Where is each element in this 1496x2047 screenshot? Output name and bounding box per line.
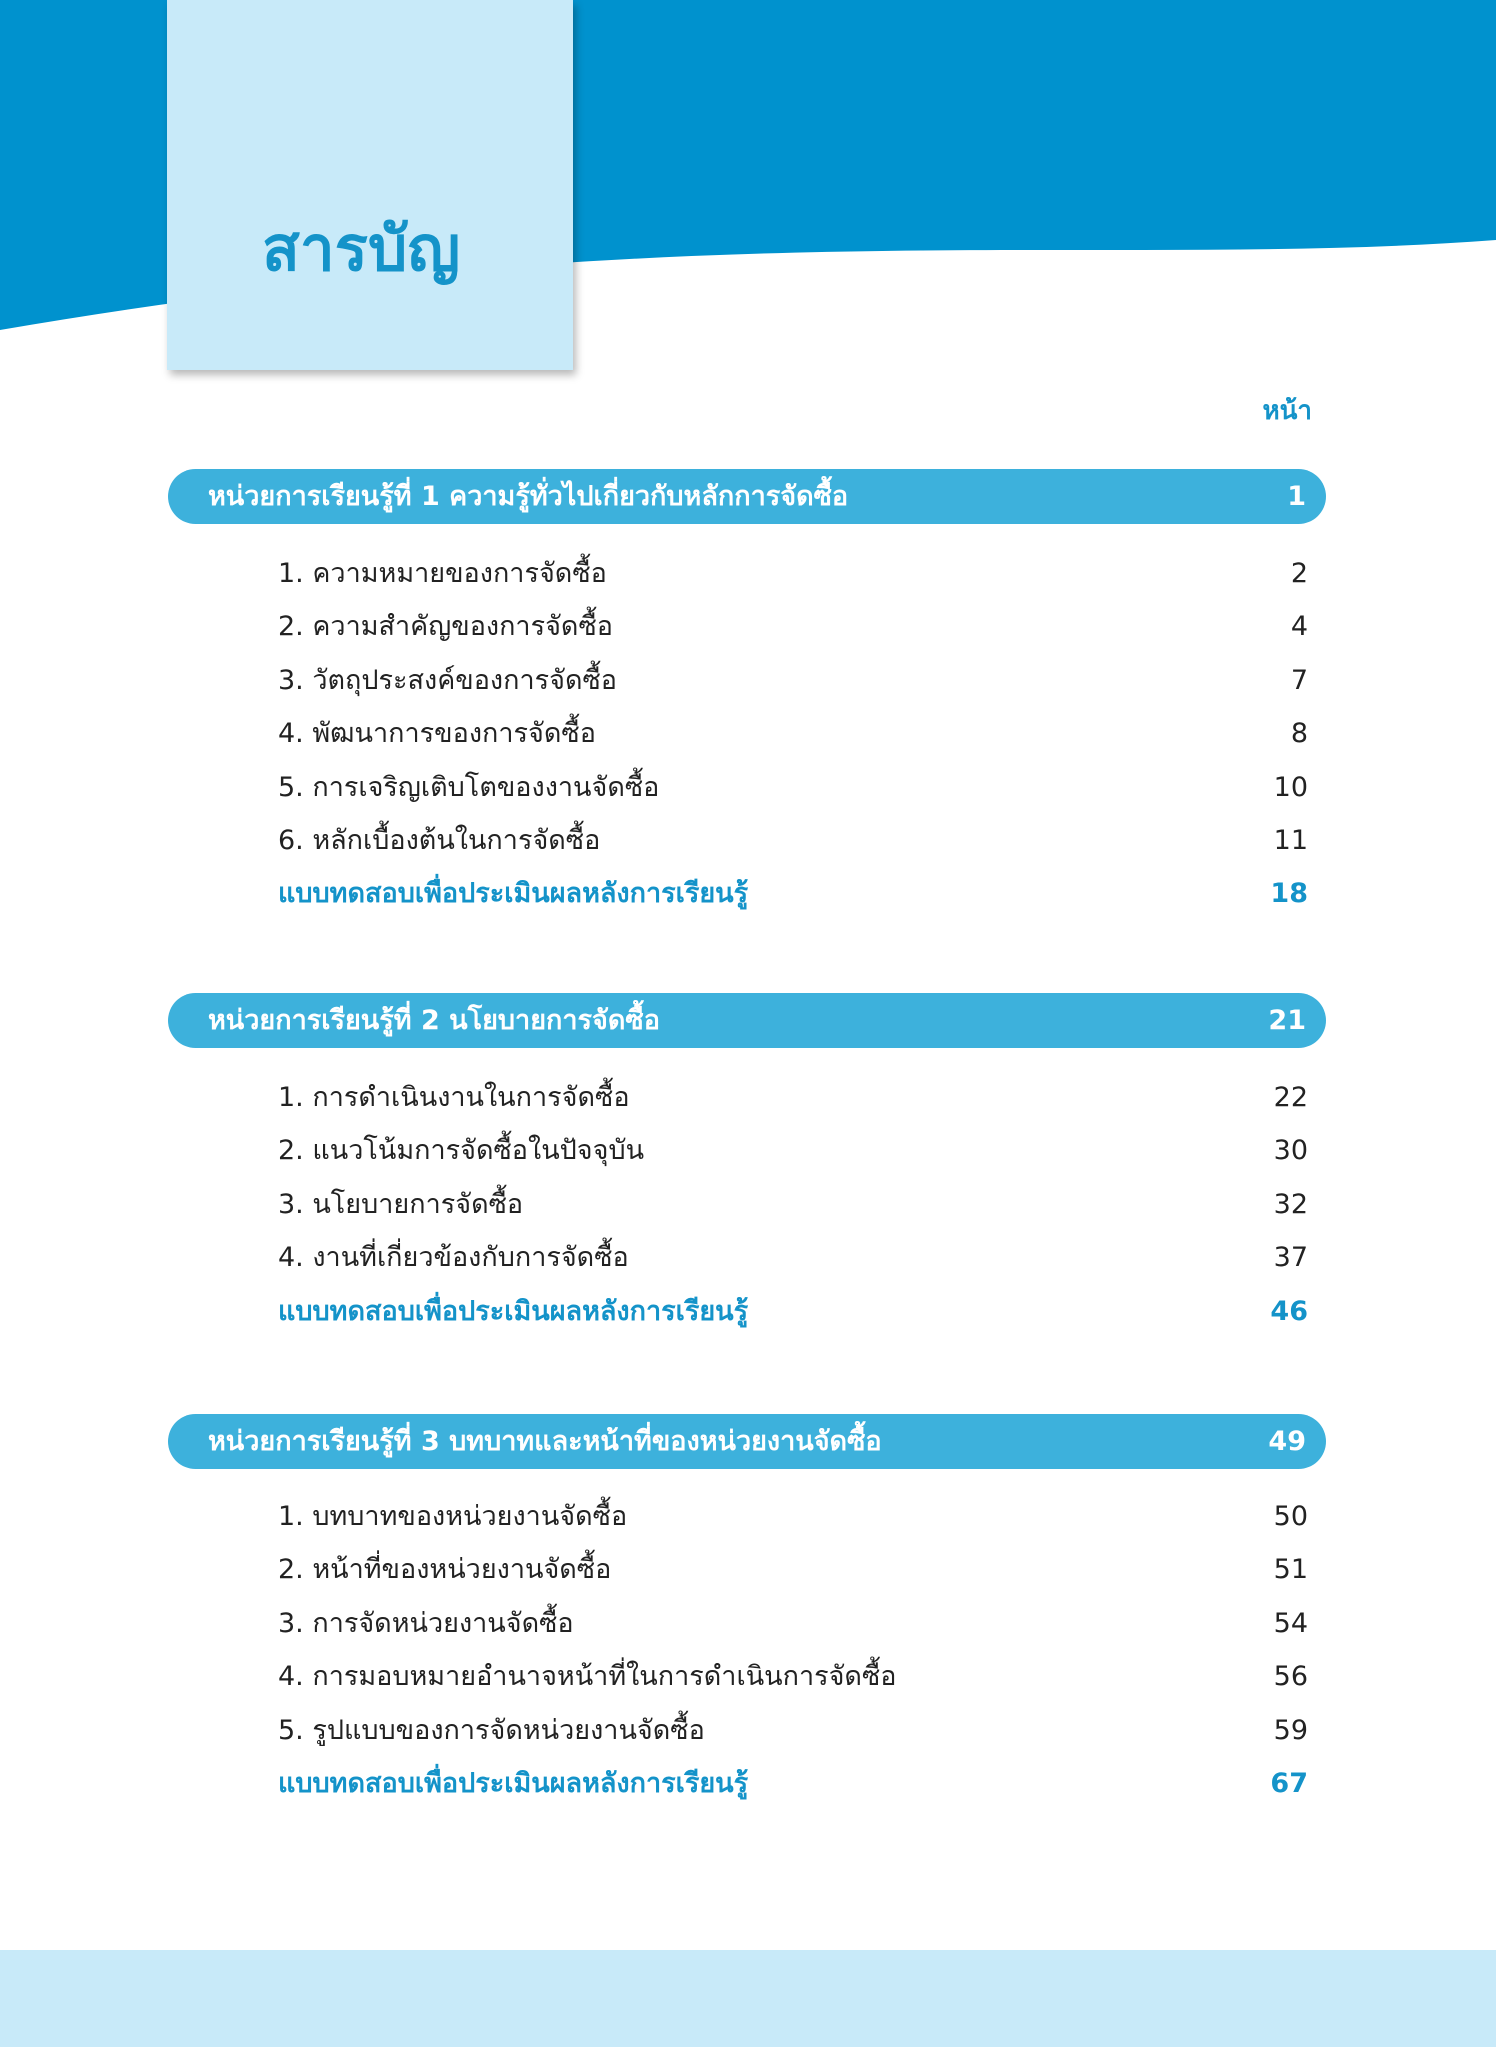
toc-entry-page: 54 — [1273, 1607, 1308, 1639]
toc-entry-page: 50 — [1273, 1501, 1308, 1532]
toc-quiz-page: 18 — [1270, 878, 1308, 910]
toc-quiz-label: แบบทดสอบเพื่อประเมินผลหลังการเรียนรู้ — [278, 1295, 749, 1327]
unit-title: หน่วยการเรียนรู้ที่ 2 นโยบายการจัดซื้อ — [208, 1005, 660, 1036]
toc-entry-label: 4. การมอบหมายอำนาจหน้าที่ในการดำเนินการจัดซื้อ — [278, 1661, 897, 1693]
toc-entry-label: 5. รูปแบบของการจัดหน่วยงานจัดซื้อ — [278, 1714, 705, 1746]
toc-entry-label: 1. บทบาทของหน่วยงานจัดซื้อ — [278, 1501, 628, 1532]
toc-entry-label: 6. หลักเบื้องต้นในการจัดซื้อ — [278, 824, 601, 856]
toc-entry-label: 3. การจัดหน่วยงานจัดซื้อ — [278, 1607, 574, 1639]
toc-entry[interactable] — [278, 1597, 1308, 1650]
toc-entry-page: 7 — [1290, 664, 1308, 696]
footer-band — [0, 1950, 1496, 2047]
toc-entry-label: 1. การดำเนินงานในการจัดซื้อ — [278, 1082, 630, 1113]
toc-entry-label: 2. ความสำคัญของการจัดซื้อ — [278, 611, 613, 643]
toc-entry-page: 10 — [1273, 771, 1308, 803]
toc-entry-page: 4 — [1290, 611, 1308, 643]
toc-entry-page: 30 — [1273, 1135, 1308, 1167]
toc-entry-label: 1. ความหมายของการจัดซื้อ — [278, 558, 607, 589]
toc-entry[interactable] — [278, 707, 1308, 760]
toc-quiz-label: แบบทดสอบเพื่อประเมินผลหลังการเรียนรู้ — [278, 878, 749, 910]
toc-entry-label: 5. การเจริญเติบโตของงานจัดซื้อ — [278, 771, 660, 803]
toc-entry-page: 56 — [1273, 1661, 1308, 1693]
unit-2-contents — [278, 1071, 1308, 1338]
toc-entry[interactable] — [278, 1543, 1308, 1596]
unit-1-contents — [278, 547, 1308, 921]
toc-entry-page: 51 — [1273, 1554, 1308, 1586]
toc-entry[interactable] — [278, 1704, 1308, 1757]
toc-entry-page: 8 — [1290, 718, 1308, 750]
toc-entry[interactable] — [278, 547, 1308, 600]
unit-title: หน่วยการเรียนรู้ที่ 3 บทบาทและหน้าที่ของหน่วยงานจัดซื้อ — [208, 1426, 882, 1457]
toc-entry[interactable] — [278, 1178, 1308, 1231]
page-column-label: หน้า — [1262, 396, 1312, 426]
toc-entry[interactable] — [278, 1124, 1308, 1177]
toc-quiz-label: แบบทดสอบเพื่อประเมินผลหลังการเรียนรู้ — [278, 1767, 749, 1799]
toc-entry-label: 2. หน้าที่ของหน่วยงานจัดซื้อ — [278, 1554, 612, 1586]
unit-2-header[interactable] — [168, 993, 1326, 1048]
toc-quiz-entry[interactable] — [278, 1285, 1308, 1338]
toc-entry[interactable] — [278, 1231, 1308, 1284]
toc-quiz-page: 67 — [1270, 1767, 1308, 1799]
title-box — [167, 0, 573, 370]
page-title: สารบัญ — [262, 212, 461, 285]
toc-entry[interactable] — [278, 1650, 1308, 1703]
unit-title: หน่วยการเรียนรู้ที่ 1 ความรู้ทั่วไปเกี่ยวกับหลักการจัดซื้อ — [208, 481, 849, 512]
unit-3-header[interactable] — [168, 1414, 1326, 1469]
toc-entry-label: 4. งานที่เกี่ยวข้องกับการจัดซื้อ — [278, 1242, 629, 1274]
toc-entry-page: 59 — [1273, 1714, 1308, 1746]
toc-entry-label: 3. นโยบายการจัดซื้อ — [278, 1188, 524, 1220]
toc-entry-page: 37 — [1273, 1242, 1308, 1274]
unit-page-number: 1 — [1287, 481, 1306, 512]
toc-entry[interactable] — [278, 1071, 1308, 1124]
toc-entry-page: 32 — [1273, 1188, 1308, 1220]
toc-quiz-entry[interactable] — [278, 867, 1308, 920]
toc-quiz-page: 46 — [1270, 1295, 1308, 1327]
toc-entry[interactable] — [278, 654, 1308, 707]
toc-entry-page: 2 — [1290, 558, 1308, 589]
unit-3-contents — [278, 1490, 1308, 1810]
toc-entry-label: 3. วัตถุประสงค์ของการจัดซื้อ — [278, 664, 618, 696]
toc-entry-label: 4. พัฒนาการของการจัดซื้อ — [278, 718, 596, 750]
toc-entry-page: 22 — [1273, 1082, 1308, 1113]
toc-entry[interactable] — [278, 814, 1308, 867]
toc-entry[interactable] — [278, 761, 1308, 814]
unit-page-number: 49 — [1268, 1426, 1306, 1457]
toc-entry-label: 2. แนวโน้มการจัดซื้อในปัจจุบัน — [278, 1135, 645, 1167]
toc-entry-page: 11 — [1273, 824, 1308, 856]
unit-page-number: 21 — [1268, 1005, 1306, 1036]
unit-1-header[interactable] — [168, 469, 1326, 524]
toc-quiz-entry[interactable] — [278, 1757, 1308, 1810]
toc-entry[interactable] — [278, 1490, 1308, 1543]
toc-entry[interactable] — [278, 600, 1308, 653]
